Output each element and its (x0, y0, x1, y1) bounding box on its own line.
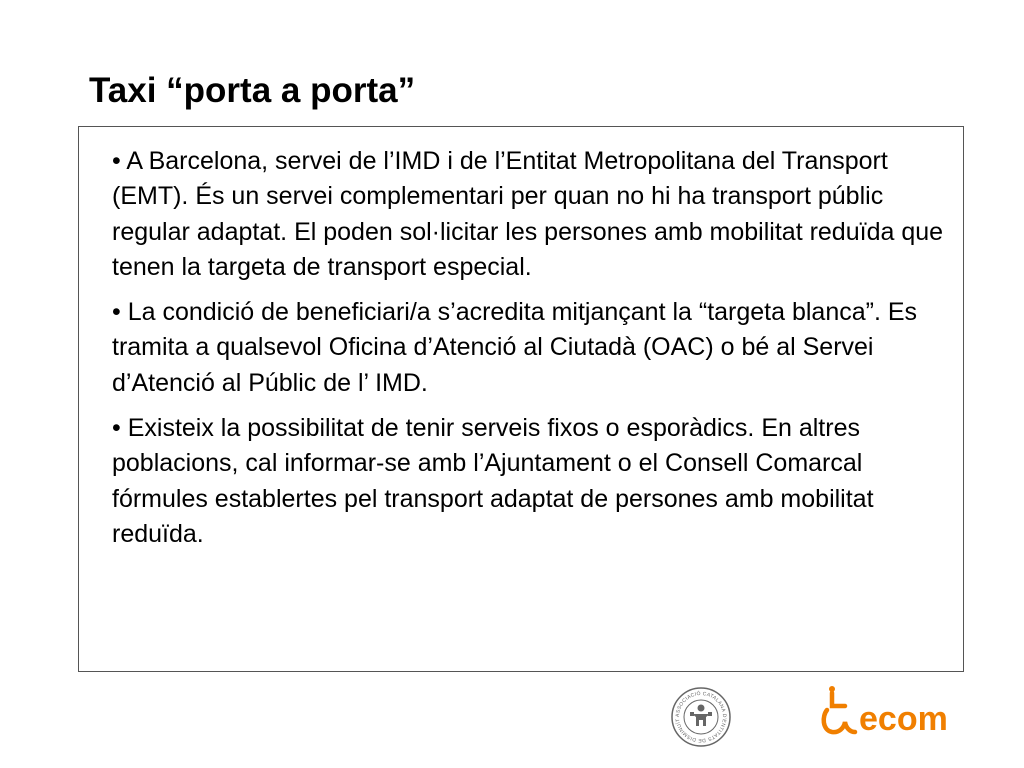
bullet-item (112, 295, 952, 401)
bullet-item (112, 144, 952, 285)
ecom-wordmark: ecom (859, 700, 948, 738)
ecom-logo (819, 686, 979, 746)
bullet-marker: • (112, 298, 121, 327)
bullet-list (112, 144, 952, 562)
bullet-marker: • (112, 414, 121, 443)
bullet-text: Existeix la possibilitat de tenir serveis fixos o esporàdics. En altres poblacions, cal informar-se amb l’Ajuntament o el Consell Comarcal fórmules establertes pel transport adaptat de persones amb mobilitat reduïda. (112, 414, 874, 548)
bullet-item (112, 411, 952, 552)
logo-area (670, 686, 990, 766)
bullet-text: La condició de beneficiari/a s’acredita mitjançant la “targeta blanca”. Es tramita a qualsevol Oficina d’Atenció al Ciutadà (OAC) o bé al Servei d’Atenció al Públic de l’ IMD. (112, 298, 918, 397)
seal-text: ASSOCIACIÓ CATALANA D’ENTITATS DE DISMINUÏT (674, 690, 728, 744)
bullet-text: A Barcelona, servei de l’IMD i de l’Entitat Metropolitana del Transport (EMT). És un servei complementari per quan no hi ha transport públic regular adaptat. El poden sol·licitar les persones amb mobilitat reduïda que tenen la targeta de transport especial. (112, 147, 944, 281)
bullet-marker: • (112, 147, 121, 175)
figure-icon (690, 705, 712, 726)
wheelchair-icon (832, 693, 845, 706)
association-seal-logo (670, 686, 732, 748)
content-box (78, 126, 964, 672)
slide-title: Taxi “porta a porta” (89, 71, 416, 110)
